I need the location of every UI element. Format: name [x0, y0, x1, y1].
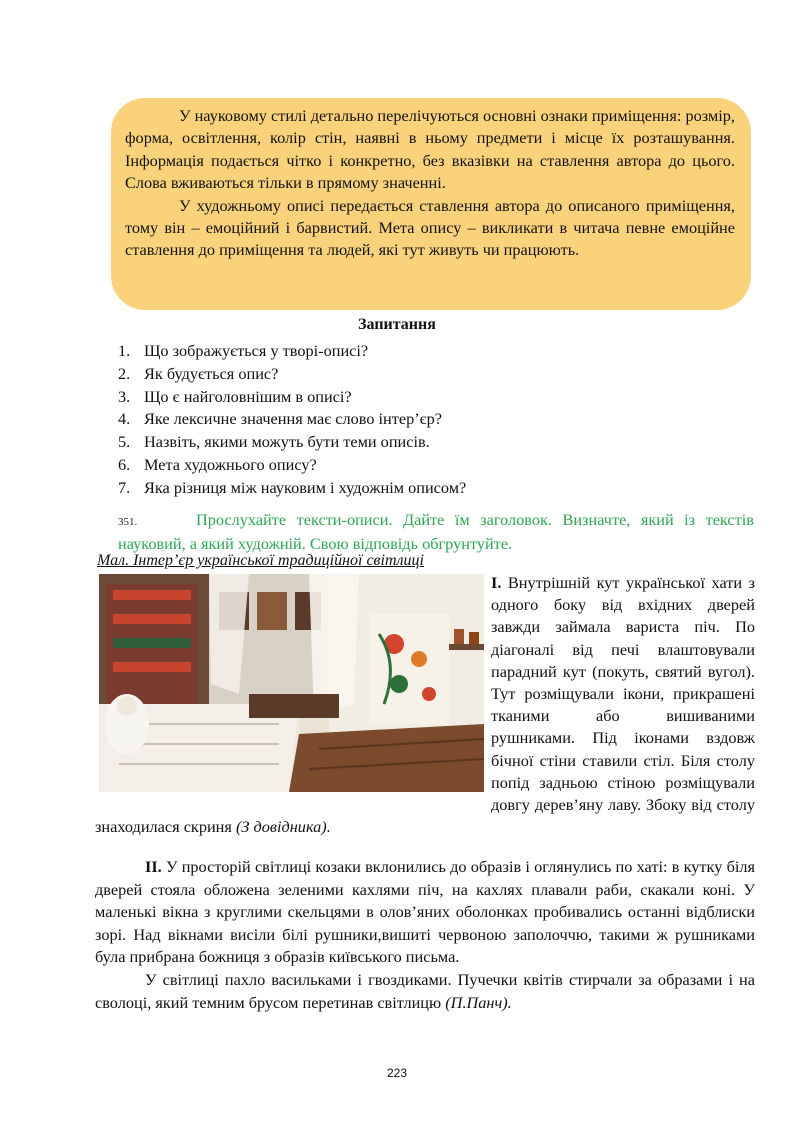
info-box: [111, 98, 751, 310]
question-number: 6.: [118, 454, 131, 474]
text-one-roman-numeral: І.: [491, 573, 502, 592]
text-two-roman-numeral: ІІ.: [145, 857, 162, 876]
question-item: [118, 431, 466, 454]
question-item: [118, 408, 466, 431]
question-item: [118, 454, 466, 477]
question-item: [118, 363, 466, 386]
question-item: [118, 477, 466, 500]
question-number: 5.: [118, 432, 131, 452]
page-number: 223: [386, 1066, 408, 1080]
question-number: 2.: [118, 363, 131, 383]
question-item: [118, 340, 466, 363]
question-number: 1.: [118, 341, 131, 360]
exercise-instruction: Прослухайте тексти-описи. Дайте їм заголовок. Визначте, який із текстів науковий, а який художній. Свою відповідь обгрунтуйте.: [118, 510, 754, 553]
question-text: Що зображується у творі-описі?: [144, 341, 369, 360]
question-text: Що є найголовнішим в описі?: [144, 386, 352, 406]
text-one-source: (З довідника).: [235, 817, 331, 837]
info-paragraph-scientific: У науковому стилі детально перелічуються основні ознаки приміщення: розмір, форма, освітлення, колір стін, наявні в ньому предмети і місце їх розташування. Інформація подається чітко і конкретно, без вказівки на ставлення автора до цього. Слова вживаються тільки в прямому значенні.: [125, 106, 736, 193]
questions-list: [118, 340, 466, 500]
question-text: Як будується опис?: [144, 363, 279, 383]
questions-title: Запитання: [358, 316, 436, 333]
text-two: [95, 856, 755, 1014]
question-text: Мета художнього опису?: [144, 454, 317, 474]
question-text: Яка різниця між науковим і художнім описом?: [144, 477, 467, 497]
question-text: Яке лексичне значення має слово інтер’єр?: [144, 409, 443, 429]
text-two-source: (П.Панч).: [445, 992, 512, 1012]
info-paragraph-artistic: У художньому описі передається ставлення автора до описаного приміщення, тому він – емоційний і барвистий. Мета опису – викликати в читача певне емоційне ставлення до приміщення та людей, які тут живуть чи працюють.: [125, 195, 735, 260]
text-two-paragraph-two: У світлиці пахло васильками і гвоздиками. Пучечки квітів стирчали за образами і на сволоці, який темним брусом перетинав світлицю: [95, 969, 755, 1012]
text-two-paragraph-one: У просторій світлиці козаки вклонились до образів і оглянулись по хаті: в кутку біля дверей стояла обложена зеленими кахлями піч, на кахлях плавали раби, скакали коні. У маленькі вікна з круглими скельцями в олов’яних оболонках пробивались останні відблиски зорі. Над вікнами висіли білі рушники,вишиті червоною заполоччю, такими ж рушниками була прибрана божниця з образів київського письма.: [95, 857, 755, 967]
question-number: 3.: [118, 386, 131, 406]
question-text: Назвіть, якими можуть бути теми описів.: [144, 432, 430, 452]
figure-caption: Мал. Інтер’єр української традиційної світлиці: [97, 552, 424, 569]
interior-photo: [99, 574, 484, 792]
text-one-body: Внутрішній кут української хати з одного боку від вхідних дверей завжди займала вариста піч. По діагоналі від печі влаштовували парадний кут (покуть, святий вугол). Тут розміщували ікони, прикрашені тканими або вишиваними рушниками. Під іконами вздовж бічної стіни ставили стіл. Біля столу попід задньою стіною розміщували довгу дерев’яну лаву. Збоку від столу знаходилася скриня: [95, 573, 755, 837]
question-item: [118, 386, 466, 409]
exercise-number: 351.: [118, 516, 138, 528]
question-number: 7.: [118, 477, 131, 497]
question-number: 4.: [118, 409, 131, 429]
exercise-task: [118, 509, 754, 555]
